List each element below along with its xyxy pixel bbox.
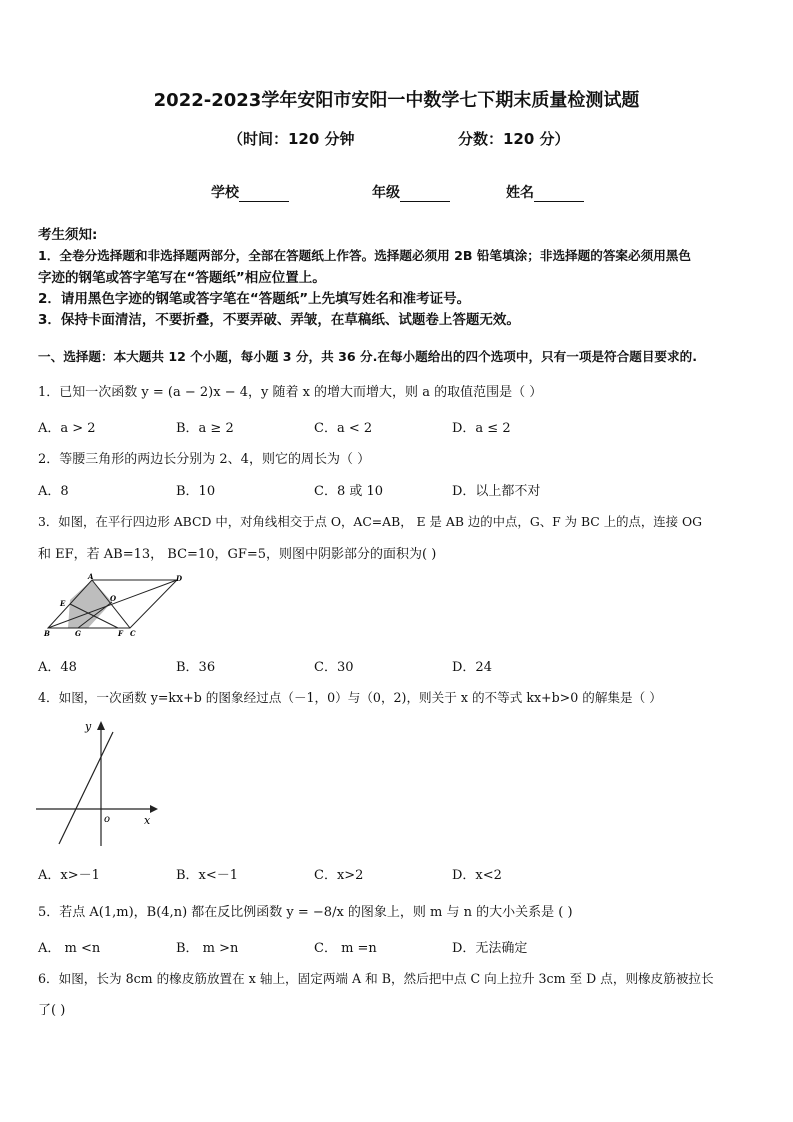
name-blank bbox=[534, 187, 584, 202]
q4-option-b: B．x<－1 bbox=[176, 868, 239, 883]
question-2-stem: 2．等腰三角形的两边长分别为 2、4，则它的周长为（ ） bbox=[38, 452, 371, 467]
school-field bbox=[211, 182, 289, 202]
school-label: 学校 bbox=[211, 185, 239, 201]
function-line bbox=[59, 732, 113, 844]
grade-blank bbox=[400, 187, 450, 202]
q1-option-b: B．a ≥ 2 bbox=[176, 421, 234, 436]
question-3-stem-1: 3．如图，在平行四边形 ABCD 中，对角线相交于点 O，AC=AB， E 是 AB 边的中点，G、F 为 BC 上的点，连接 OG bbox=[38, 514, 703, 529]
q3-option-c: C．30 bbox=[314, 660, 354, 675]
x-axis-arrow bbox=[150, 805, 158, 813]
parallelogram-figure bbox=[40, 573, 185, 639]
q3-option-b: B．36 bbox=[176, 660, 216, 675]
exam-time: （时间：120 分钟 bbox=[228, 130, 355, 148]
label-o: O bbox=[110, 594, 117, 603]
exam-score: 分数：120 分） bbox=[458, 130, 570, 148]
label-b: B bbox=[44, 629, 50, 638]
q2-option-d: D．以上都不对 bbox=[452, 484, 541, 499]
question-3-stem-2: 和 EF，若 AB=13， BC=10，GF=5，则图中阴影部分的面积为( ) bbox=[38, 547, 437, 562]
notice-line-1b: 字迹的钢笔或答字笔写在“答题纸”相应位置上。 bbox=[38, 270, 326, 286]
label-f: F bbox=[118, 629, 123, 638]
label-c: C bbox=[130, 629, 136, 638]
question-1-stem: 1．已知一次函数 y = (a − 2)x − 4，y 随着 x 的增大而增大，则 a 的取值范围是（ ） bbox=[38, 385, 543, 400]
question-6-stem-2: 了( ) bbox=[38, 1003, 66, 1018]
q1-option-a: A．a > 2 bbox=[38, 421, 96, 436]
y-axis-arrow bbox=[97, 721, 105, 730]
y-axis-label: y bbox=[85, 720, 92, 733]
notice-line-3: 3．保持卡面清洁，不要折叠，不要弄破、弄皱，在草稿纸、试题卷上答题无效。 bbox=[38, 312, 520, 328]
linear-function-graph bbox=[34, 718, 164, 850]
q4-option-c: C．x>2 bbox=[314, 868, 364, 883]
label-g: G bbox=[75, 629, 81, 638]
q5-option-c: C． m =n bbox=[314, 941, 377, 956]
name-field bbox=[506, 182, 584, 202]
q5-option-d: D．无法确定 bbox=[452, 941, 528, 956]
question-5-stem: 5．若点 A(1,m)，B(4,n) 都在反比例函数 y = −8/x 的图象上，则 m 与 n 的大小关系是 ( ) bbox=[38, 905, 573, 920]
notice-line-1: 1．全卷分选择题和非选择题两部分，全部在答题纸上作答。选择题必须用 2B 铅笔填涂；非选择题的答案必须用黑色 bbox=[38, 248, 691, 263]
label-d: D bbox=[176, 574, 183, 583]
shaded-region bbox=[68, 580, 112, 628]
question-6-stem-1: 6．如图，长为 8cm 的橡皮筋放置在 x 轴上，固定两端 A 和 B，然后把中点 C 向上拉升 3cm 至 D 点，则橡皮筋被拉长 bbox=[38, 971, 714, 986]
q5-option-b: B． m >n bbox=[176, 941, 239, 956]
name-label: 姓名 bbox=[506, 185, 534, 201]
q3-option-a: A．48 bbox=[38, 660, 77, 675]
q3-option-d: D．24 bbox=[452, 660, 492, 675]
notice-heading: 考生须知: bbox=[38, 227, 98, 243]
label-a: A bbox=[88, 573, 94, 581]
label-e: E bbox=[60, 599, 66, 608]
page-title: 2022-2023学年安阳市安阳一中数学七下期末质量检测试题 bbox=[153, 90, 640, 111]
q4-option-a: A．x>－1 bbox=[38, 868, 100, 883]
origin-label: o bbox=[104, 814, 111, 825]
x-axis-label: x bbox=[144, 814, 151, 827]
q1-option-d: D．a ≤ 2 bbox=[452, 421, 511, 436]
q5-option-a: A． m <n bbox=[38, 941, 101, 956]
q2-option-a: A．8 bbox=[38, 484, 69, 499]
q1-option-c: C．a < 2 bbox=[314, 421, 373, 436]
grade-field bbox=[372, 182, 450, 202]
school-blank bbox=[239, 187, 289, 202]
q2-option-b: B．10 bbox=[176, 484, 216, 499]
q4-option-d: D．x<2 bbox=[452, 868, 502, 883]
q2-option-c: C．8 或 10 bbox=[314, 484, 384, 499]
notice-line-2: 2．请用黑色字迹的钢笔或答字笔在“答题纸”上先填写姓名和准考证号。 bbox=[38, 291, 471, 307]
grade-label: 年级 bbox=[372, 185, 400, 201]
question-4-stem: 4．如图，一次函数 y=kx+b 的图象经过点（－1，0）与（0，2)，则关于 x 的不等式 kx+b>0 的解集是（ ） bbox=[38, 690, 662, 705]
section-heading: 一、选择题：本大题共 12 个小题，每小题 3 分，共 36 分.在每小题给出的四个选项中，只有一项是符合题目要求的. bbox=[38, 349, 698, 364]
diagonal-bd bbox=[48, 580, 177, 628]
